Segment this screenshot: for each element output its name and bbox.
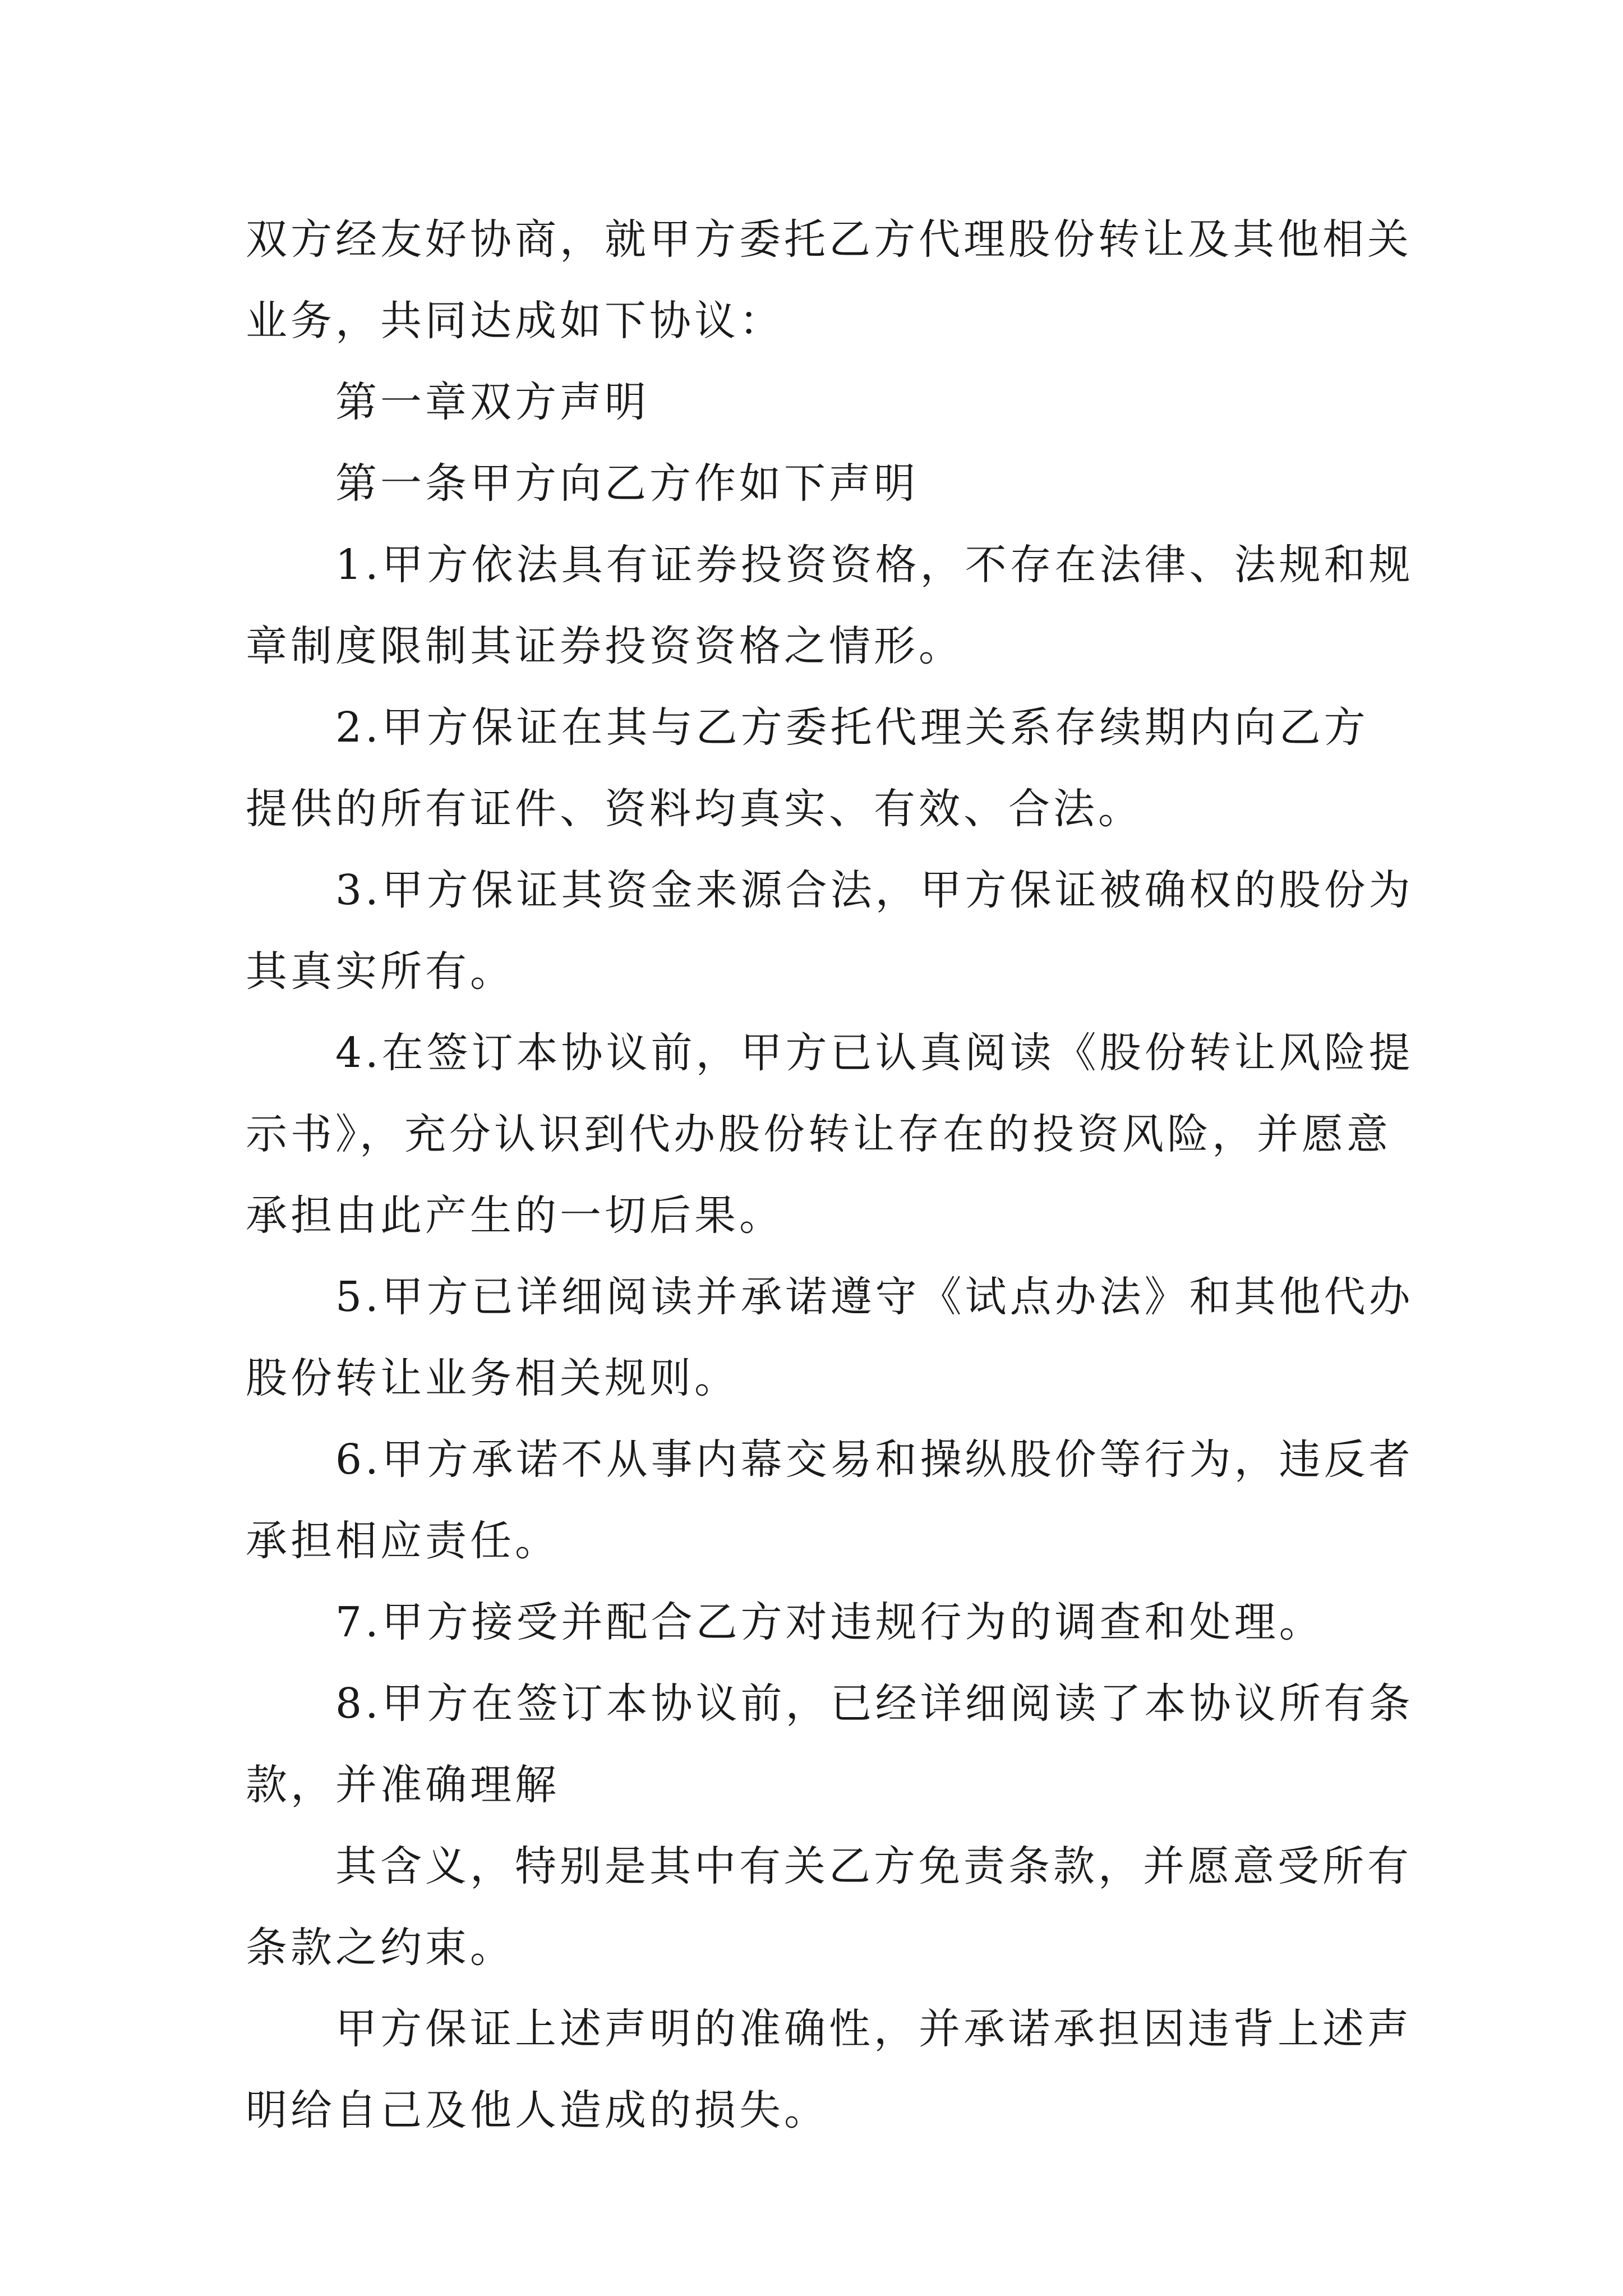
clause-line: 股份转让业务相关规则。	[246, 1354, 739, 1402]
clause-line: 1.甲方依法具有证券投资资格，不存在法律、法规和规	[335, 541, 1414, 589]
clause-line: 2.甲方保证在其与乙方委托代理关系存续期内向乙方	[335, 703, 1369, 752]
clause-line: 6.甲方承诺不从事内幕交易和操纵股价等行为，违反者	[335, 1435, 1414, 1484]
clause-line: 5.甲方已详细阅读并承诺遵守《试点办法》和其他代办	[335, 1273, 1414, 1321]
clause-line: 条款之约束。	[246, 1924, 515, 1972]
document-page	[246, 199, 1414, 2151]
clause-line: 3.甲方保证其资金来源合法，甲方保证被确权的股份为	[335, 866, 1414, 914]
closing-statement: 甲方保证上述声明的准确性，并承诺承担因违背上述声	[335, 2005, 1412, 2053]
clause-line: 其含义，特别是其中有关乙方免责条款，并愿意受所有	[335, 1842, 1412, 1890]
chapter-heading: 第一章双方声明	[335, 378, 649, 426]
clause-line: 款，并准确理解	[246, 1761, 560, 1809]
closing-statement: 明给自己及他人造成的损失。	[246, 2086, 829, 2134]
clause-line: 示书》，充分认识到代办股份转让存在的投资风险，并愿意	[246, 1110, 1391, 1158]
clause-line: 其真实所有。	[246, 947, 515, 996]
clause-line: 提供的所有证件、资料均真实、有效、合法。	[246, 785, 1143, 833]
clause-line: 承担由此产生的一切后果。	[246, 1191, 784, 1240]
paragraph-line: 业务，共同达成如下协议：	[246, 297, 784, 345]
clause-line: 7.甲方接受并配合乙方对违规行为的调查和处理。	[335, 1598, 1324, 1646]
clause-line: 4.在签订本协议前，甲方已认真阅读《股份转让风险提	[335, 1029, 1414, 1077]
paragraph-line: 双方经友好协商，就甲方委托乙方代理股份转让及其他相关	[246, 215, 1412, 264]
clause-line: 章制度限制其证券投资资格之情形。	[246, 622, 963, 670]
clause-line: 8.甲方在签订本协议前，已经详细阅读了本协议所有条	[335, 1680, 1414, 1728]
article-heading: 第一条甲方向乙方作如下声明	[335, 459, 919, 508]
clause-line: 承担相应责任。	[246, 1517, 560, 1565]
